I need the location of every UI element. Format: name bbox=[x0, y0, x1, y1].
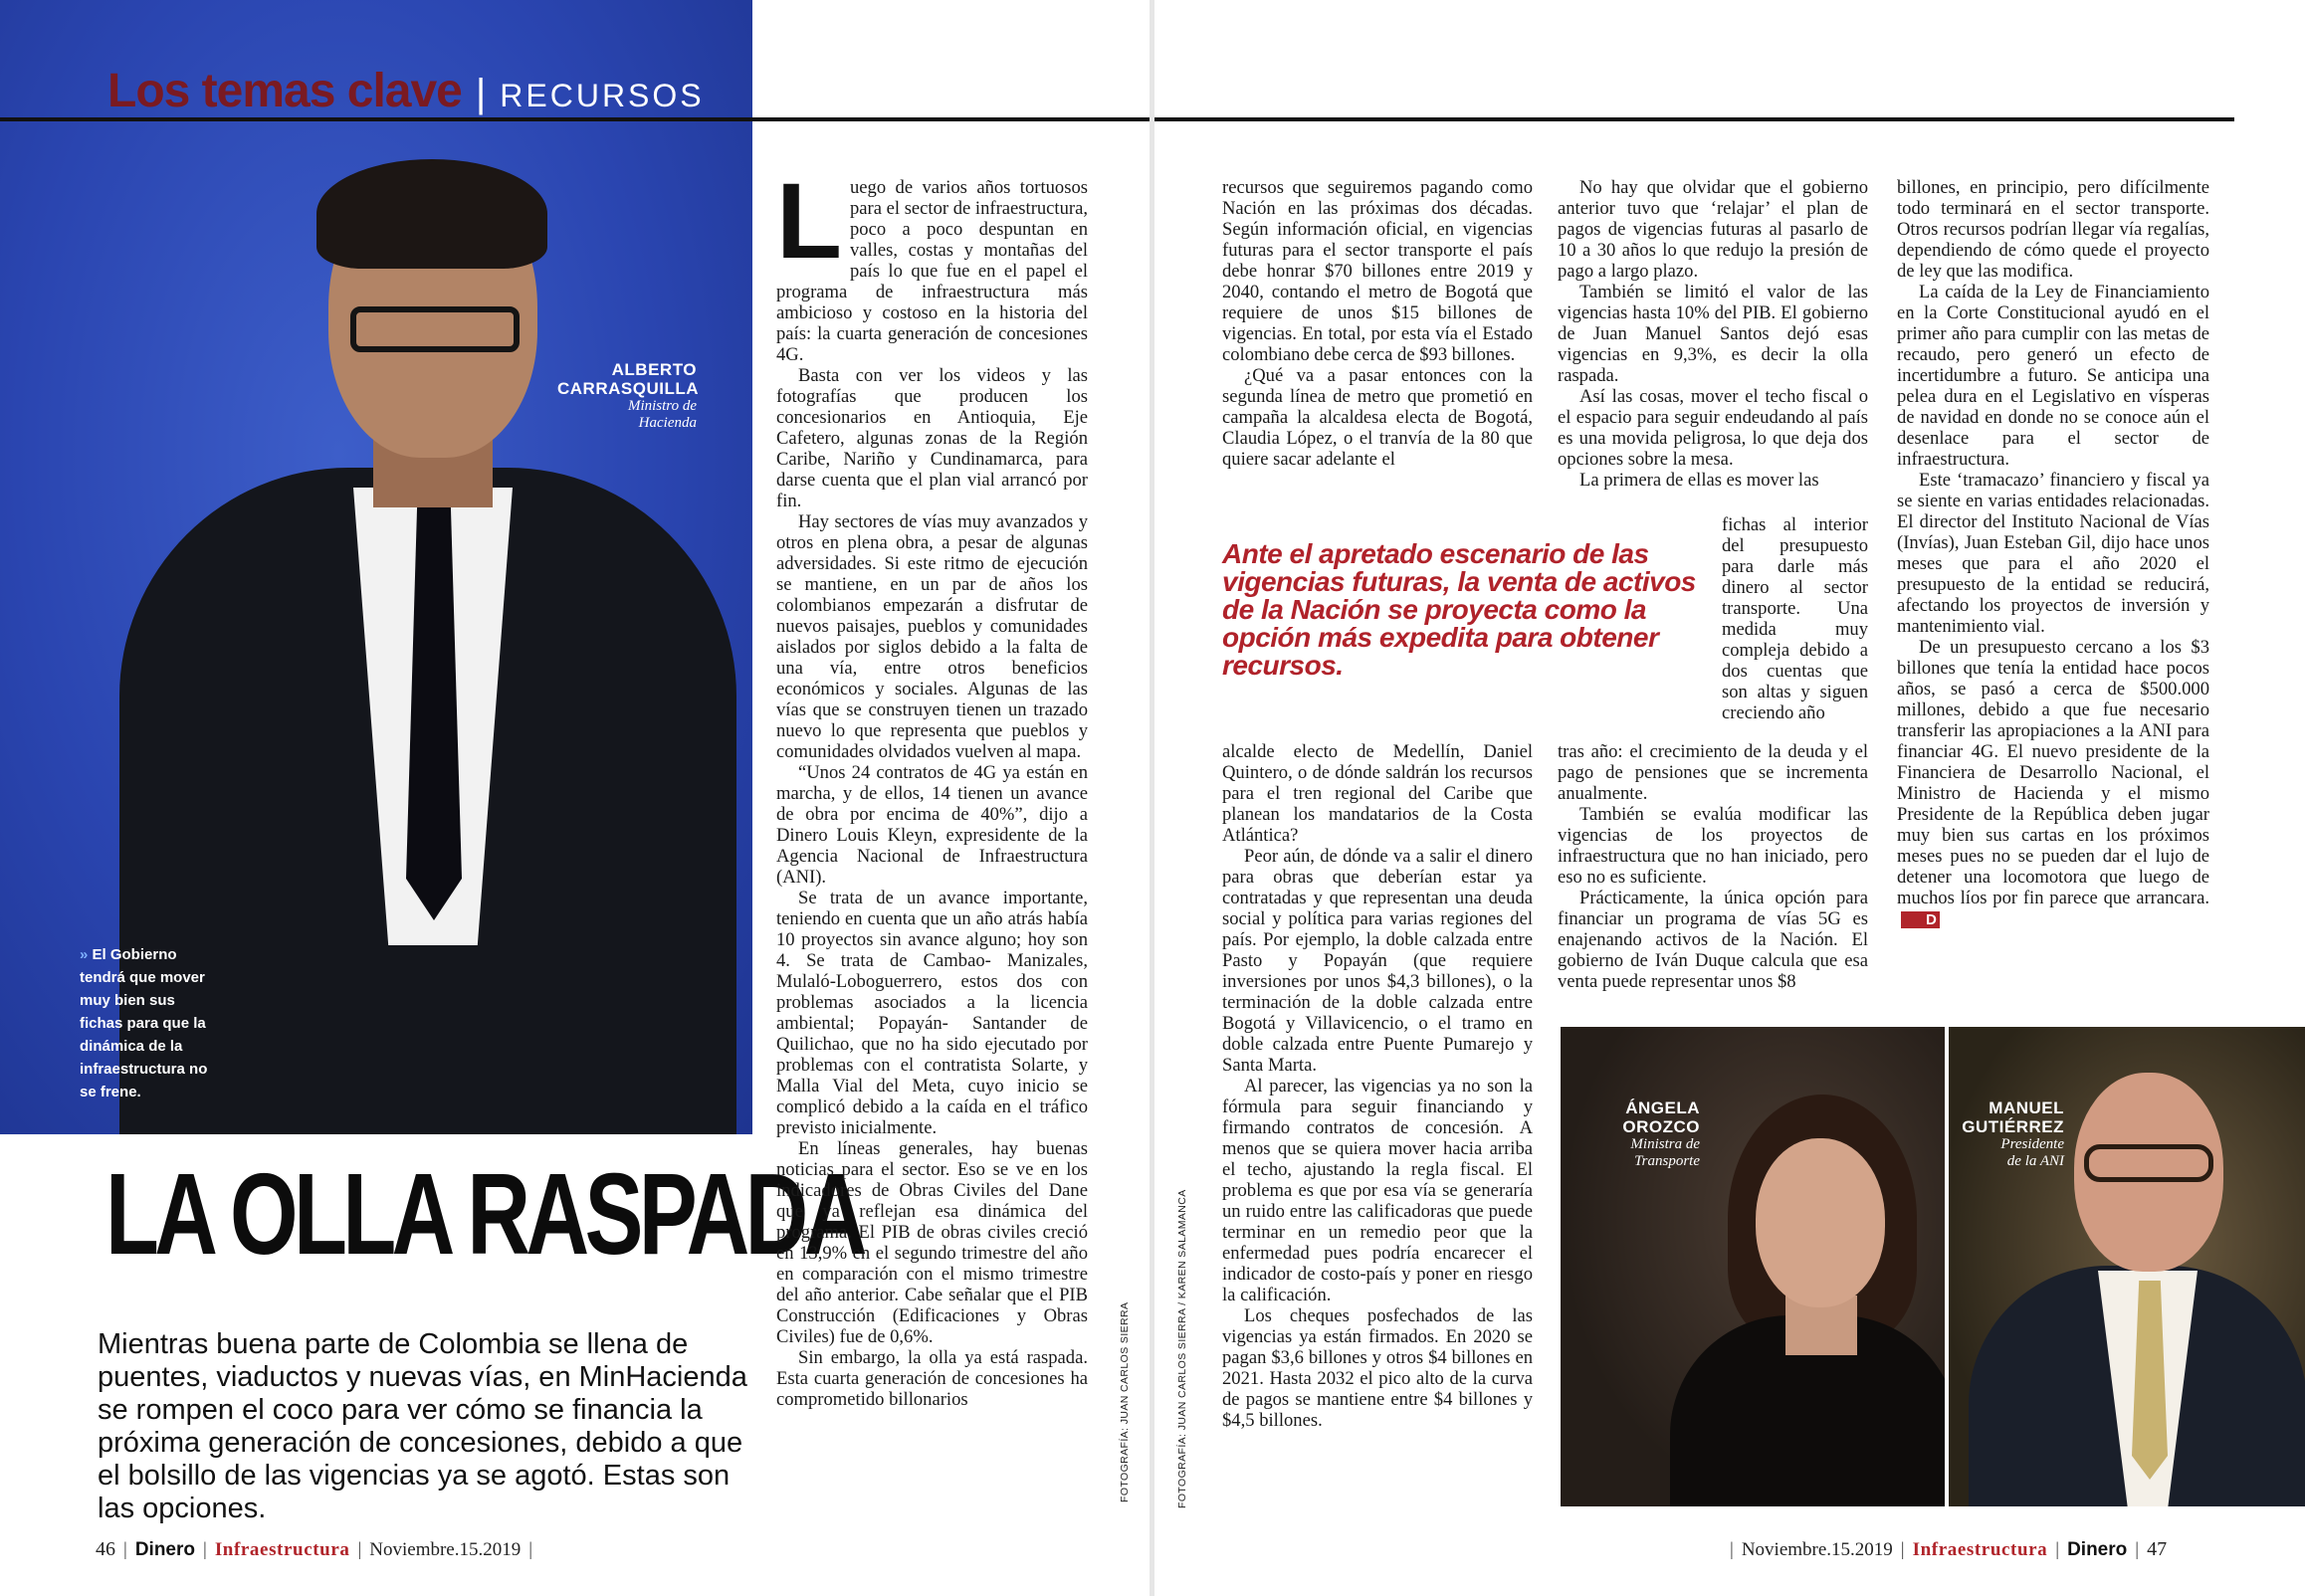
body-column-1 bbox=[776, 160, 1088, 1410]
photo-caption-alberto bbox=[557, 360, 697, 432]
body-paragraph: tras año: el crecimiento de la deuda y el pago de pensiones que se incrementa anualmente. bbox=[1558, 741, 1868, 804]
photo-credit: FOTOGRAFÍA: JUAN CARLOS SIERRA bbox=[1119, 1301, 1131, 1502]
body-paragraph: La primera de ellas es mover las bbox=[1579, 470, 1819, 491]
footer-category: Infraestructura bbox=[214, 1539, 350, 1560]
body-paragraph: Así las cosas, mover el techo fiscal o el espacio para seguir endeudando al país es una movida peligrosa, lo que deja dos opciones sobre la mesa. bbox=[1558, 386, 1868, 470]
portrait-manuel-gutierrez bbox=[1949, 1027, 2305, 1506]
body-paragraph: También se limitó el valor de las vigencias hasta 10% del PIB. El gobierno de Juan Manuel Santos dejó esas vigencias en 9,3%, es decir la olla raspada. bbox=[1558, 282, 1868, 386]
caption-name: ALBERTO bbox=[611, 360, 697, 379]
end-mark-icon: D bbox=[1901, 911, 1940, 928]
body-paragraph: Se trata de un avance importante, teniendo en cuenta que un año atrás había 10 proyectos sin avance alguno; hoy son 4. Se trata de Cambao- Manizales, Mulaló-Loboguerrero, estos dos con problemas asociados a la licencia ambiental; Popayán- Santander de Quilichao, que no ha sido ejecutado por problemas con el contratista Solarte, y Malla Vial del Meta, cuyo inicio se complicó debido a la caída en el tráfico previsto inicialmente. bbox=[776, 888, 1088, 1138]
caption-role: Ministro de bbox=[627, 398, 697, 414]
body-paragraph: Sin embargo, la olla ya está raspada. Esta cuarta generación de concesiones ha comprometido billonarios bbox=[776, 1347, 1088, 1410]
body-paragraph: Al parecer, las vigencias ya no son la fórmula para seguir financiando y firmando contratos de concesión. A menos que se quiera mover hacia arriba el techo, ajustando la regla fiscal. El problema es que por esa vía se generaría un ruido entre las calificadoras que puede terminar en un remedio peor que la enfermedad pues podría encarecer el indicador de costo-país y poner en riesgo la calificación. bbox=[1222, 1076, 1533, 1305]
body-paragraph: fichas al interior del presupuesto para darle más dinero al sector transporte. Una medida muy compleja debido a dos cuentas que son altas y siguen creciendo año bbox=[1722, 514, 1868, 723]
hero-photo bbox=[0, 0, 752, 1134]
body-paragraph: La caída de la Ley de Financiamiento en la Corte Constitucional ayudó en el primer año para cumplir con las metas de recaudo, pero generó un efecto de incertidumbre a futuro. Se anticipa una pelea dura en el Legislativo en vísperas de navidad en donde no se conoce aún el desenlace para el sector de infraestructura. bbox=[1897, 282, 2209, 470]
body-paragraph: billones, en principio, pero difícilmente todo terminará en el sector transporte. Otros recursos podrían llegar vía regalías, dependiendo de cómo quede el proyecto de ley que las modifica. bbox=[1897, 177, 2209, 282]
section-subsection: RECURSOS bbox=[500, 78, 705, 113]
photo-pullquote bbox=[80, 943, 209, 1103]
body-column-3 bbox=[1897, 177, 2209, 929]
photo-caption-manuel bbox=[1955, 1098, 2064, 1170]
section-header bbox=[107, 64, 705, 118]
footer-date: Noviembre.15.2019 bbox=[1741, 1539, 1893, 1560]
drop-cap: L bbox=[776, 160, 842, 281]
caption-role: Presidente bbox=[2000, 1136, 2064, 1152]
body-column-1-bottom bbox=[1222, 741, 1533, 1431]
body-paragraph: No hay que olvidar que el gobierno anterior tuvo que ‘relajar’ el plan de pagos de vigencias futuras al pasarlo de 10 a 30 años lo que redujo la presión de pago a largo plazo. bbox=[1558, 177, 1868, 282]
body-column-2-bottom bbox=[1558, 741, 1868, 992]
magazine-brand: Dinero bbox=[2067, 1539, 2128, 1560]
body-column-2-top bbox=[1558, 177, 1868, 491]
body-paragraph: uego de varios años tortuosos para el sector de infraestructura, poco a poco despuntan en valles, costas y montañas del país lo que fue en el papel el programa de infraestructura más ambicioso y costoso en la historia del país: la cuarta generación de concesiones 4G. bbox=[776, 177, 1088, 365]
photo-caption-angela bbox=[1569, 1098, 1700, 1170]
caption-role: de la ANI bbox=[2006, 1153, 2064, 1169]
article-headline: LA OLLA RASPADA bbox=[105, 1149, 863, 1279]
magazine-brand: Dinero bbox=[134, 1539, 195, 1560]
chevron-mark-icon: » bbox=[80, 946, 89, 963]
body-paragraph: De un presupuesto cercano a los $3 billones que tenía la entidad hace pocos años, se pasó a cerca de $500.000 millones, debido a que fue necesario transferir las apropiaciones a la ANI para financiar 4G. El nuevo presidente de la Financiera de Desarrollo Nacional, el Ministro de Hacienda y el mismo Presidente de la República deben jugar muy bien sus cartas en los próximos meses pues no se pueden dar el lujo de detener una locomotora que luego de muchos líos por fin parece que arrancara. bbox=[1897, 637, 2209, 908]
body-paragraph: Basta con ver los videos y las fotografías que producen los concesionarios en Antioquia, Eje Cafetero, algunas zonas de la Región Caribe, Nariño y Cundinamarca, para darse cuenta que el plan vial arrancó por fin. bbox=[776, 365, 1088, 511]
caption-role: Transporte bbox=[1634, 1153, 1700, 1169]
left-page bbox=[0, 0, 1150, 1596]
caption-name: GUTIÉRREZ bbox=[1962, 1117, 2064, 1136]
body-paragraph: Hay sectores de vías muy avanzados y otros en plena obra, a pesar de algunas adversidades. Si este ritmo de ejecución se mantiene, en un par de años los colombianos empezarán a disfrutar de nuevos paisajes, pueblos y comunidades aislados por siglos debido a la falta de una vía, entre otros beneficios económicos y sociales. Algunas de las vías que se construyen tienen un trazado nuevo lo que representa que pueblos y comunidades olvidados vuelven al mapa. bbox=[776, 511, 1088, 762]
pull-quote: Ante el apretado escenario de las vigencias futuras, la venta de activos de la Nación se proyecta como la opción más expedita para obtener recursos. bbox=[1222, 538, 1696, 681]
minister-portrait bbox=[119, 159, 736, 1134]
footer-category: Infraestructura bbox=[1912, 1539, 2048, 1560]
body-paragraph: alcalde electo de Medellín, Daniel Quintero, o de dónde saldrán los recursos para el tren regional del Caribe que planean los mandatarios de la Costa Atlántica? bbox=[1222, 741, 1533, 846]
section-separator: | bbox=[475, 72, 487, 115]
body-column-2-narrow bbox=[1722, 514, 1868, 723]
body-paragraph: Peor aún, de dónde va a salir el dinero para obras que deberían estar ya contratadas y que representan una deuda social y política para varias regiones del país. Por ejemplo, la doble calzada entre Pasto y Popayán (que requiere inversiones por unos $4,3 billones), o la terminación de la doble calzada entre Bogotá y Villavicencio, o el tramo en doble calzada entre Puente Pumarejo y Santa Marta. bbox=[1222, 846, 1533, 1076]
caption-name: MANUEL bbox=[1989, 1098, 2064, 1117]
section-rule bbox=[1154, 117, 2234, 121]
pullquote-text: El Gobierno tendrá que mover muy bien sus fichas para que la dinámica de la infraestructura no se frene. bbox=[80, 946, 208, 1100]
caption-name: ÁNGELA bbox=[1625, 1098, 1700, 1117]
body-paragraph: Los cheques posfechados de las vigencias ya están firmados. En 2020 se pagan $3,6 billones y otros $4 billones en 2021. Hasta 2032 el pico alto de la curva de pagos se mantiene entre $4 billones y $4,5 billones. bbox=[1222, 1305, 1533, 1431]
right-page bbox=[1154, 0, 2305, 1596]
body-paragraph: recursos que seguiremos pagando como Nación en las próximas dos décadas. Según información oficial, en vigencias futuras para el sector transporte el país debe honrar $70 billones entre 2019 y 2040, contando el metro de Bogotá que requiere de unos $15 billones de vigencias. En total, por esta vía el Estado colombiano debe cerca de $93 billones. bbox=[1222, 177, 1533, 365]
body-paragraph: También se evalúa modificar las vigencias de los proyectos de infraestructura que no han iniciado, pero eso no es suficiente. bbox=[1558, 804, 1868, 888]
page-footer-right: | Noviembre.15.2019 | Infraestructura | Dinero | 47 bbox=[1730, 1538, 2168, 1560]
body-paragraph: “Unos 24 contratos de 4G ya están en marcha, y de ellos, 14 tienen un avance de obra por encima de 40%”, dijo a Dinero Louis Kleyn, expresidente de la Agencia Nacional de Infraestructura (ANI). bbox=[776, 762, 1088, 888]
article-deck: Mientras buena parte de Colombia se llena de puentes, viaductos y nuevas vías, en MinHacienda se rompen el coco para ver cómo se financia la próxima generación de concesiones, debido a que el bolsillo de las vigencias ya se agotó. Estas son las opciones. bbox=[98, 1328, 747, 1524]
section-kicker: Los temas clave bbox=[107, 65, 462, 117]
footer-date: Noviembre.15.2019 bbox=[369, 1539, 522, 1560]
body-column-1-top bbox=[1222, 177, 1533, 470]
page-footer-left: 46 | Dinero | Infraestructura | Noviembre.15.2019 | bbox=[96, 1538, 533, 1560]
body-paragraph: Este ‘tramacazo’ financiero y fiscal ya se siente en varias entidades relacionadas. El director del Instituto Nacional de Vías (Invías), Juan Esteban Gil, dijo hace unos meses que para el año 2020 el presupuesto de la entidad se reducirá, afectando los proyectos de inversión y mantenimiento vial. bbox=[1897, 470, 2209, 637]
caption-role: Hacienda bbox=[638, 415, 697, 431]
body-paragraph: Prácticamente, la única opción para financiar un programa de vías 5G es enajenando activos de la Nación. El gobierno de Iván Duque calcula que esa venta puede representar unos $8 bbox=[1558, 888, 1868, 992]
caption-name: CARRASQUILLA bbox=[557, 379, 699, 398]
page-number: 46 bbox=[96, 1538, 115, 1560]
photo-credit: FOTOGRAFÍA: JUAN CARLOS SIERRA / KAREN SALAMANCA bbox=[1176, 1189, 1188, 1508]
caption-role: Ministra de bbox=[1630, 1136, 1700, 1152]
page-number: 47 bbox=[2147, 1538, 2168, 1560]
body-paragraph: ¿Qué va a pasar entonces con la segunda línea de metro que prometió en campaña la alcaldesa electa de Bogotá, Claudia López, o el tranvía de la 80 que quiere sacar adelante el bbox=[1222, 365, 1533, 470]
portrait-angela-orozco bbox=[1561, 1027, 1945, 1506]
body-paragraph: En líneas generales, hay buenas noticias para el sector. Eso se ve en los indicadores de Obras Civiles del Dane que ya reflejan esa dinámica del programa. El PIB de obras civiles creció en 13,9% en el segundo trimestre del año en comparación con el mismo trimestre del año anterior. Cabe señalar que el PIB Construcción (Edificaciones y Obras Civiles) fue de 0,6%. bbox=[776, 1138, 1088, 1347]
caption-name: OROZCO bbox=[1622, 1117, 1700, 1136]
